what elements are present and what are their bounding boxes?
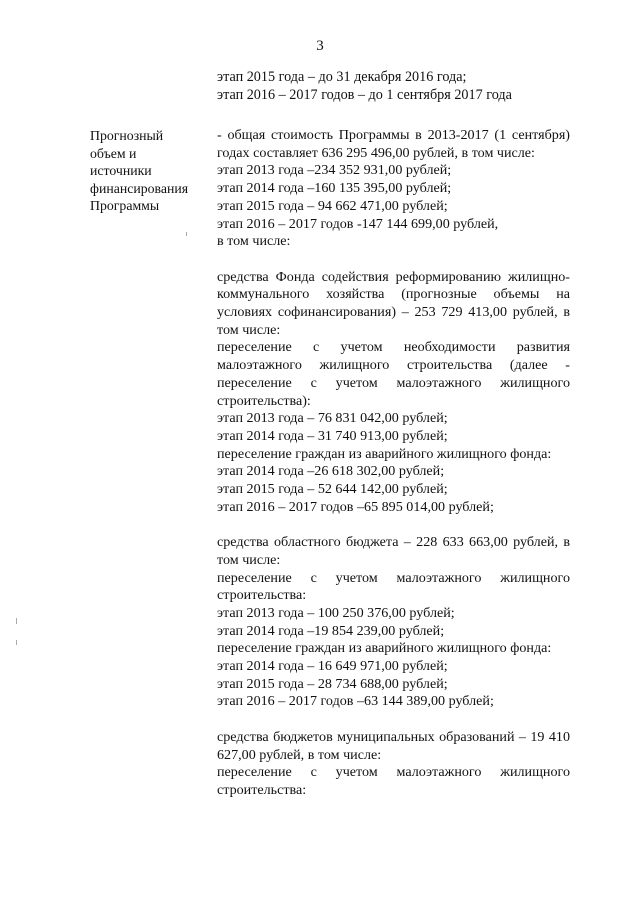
resettlement-paragraph: переселение граждан из аварийного жилищного фонда:	[217, 445, 552, 462]
municipal-budget-paragraph: средства бюджетов муниципальных образований – 19 410 627,00 рублей, в том числе:	[217, 728, 570, 763]
intro-stages	[217, 68, 577, 104]
regional-budget-block	[217, 534, 570, 711]
stage-line: в том числе:	[217, 233, 291, 250]
stage-line: этап 2013 года – 100 250 376,00 рублей;	[217, 604, 455, 621]
financing-details	[217, 127, 570, 800]
stage-line: этап 2014 года –160 135 395,00 рублей;	[217, 180, 452, 197]
resettlement-paragraph: переселение с учетом малоэтажного жилищного строительства:	[217, 569, 570, 604]
stage-line: этап 2014 года – 31 740 913,00 рублей;	[217, 427, 448, 444]
intro-line: этап 2016 – 2017 годов – до 1 сентября 2017 года	[217, 87, 512, 103]
resettlement-paragraph: переселение с учетом необходимости развития малоэтажного жилищного строительства (далее - переселение с учетом малоэтажного жилищного строительства):	[217, 339, 570, 409]
stage-line: этап 2014 года – 16 649 971,00 рублей;	[217, 658, 448, 675]
stage-line: этап 2015 года – 94 662 471,00 рублей;	[217, 197, 448, 214]
stage-line: этап 2013 года –234 352 931,00 рублей;	[217, 162, 452, 179]
stage-line: этап 2015 года – 28 734 688,00 рублей;	[217, 675, 448, 692]
resettlement-paragraph: переселение граждан из аварийного жилищного фонда:	[217, 640, 552, 657]
regional-budget-paragraph: средства областного бюджета – 228 633 663,00 рублей, в том числе:	[217, 534, 570, 568]
label-line: Программы	[90, 198, 160, 213]
page-number: 3	[316, 38, 324, 54]
label-line: Прогнозный	[90, 128, 164, 143]
stage-line: этап 2014 года –26 618 302,00 рублей;	[217, 463, 445, 480]
municipal-budget-block	[217, 729, 570, 800]
label-line: источники	[90, 163, 152, 178]
resettlement-paragraph: переселение с учетом малоэтажного жилищного строительства:	[217, 764, 570, 798]
stage-line: этап 2016 – 2017 годов –65 895 014,00 рублей;	[217, 498, 494, 515]
scan-artifact	[16, 618, 17, 624]
scan-artifact	[16, 640, 17, 645]
financing-label	[90, 127, 208, 215]
stage-line: этап 2016 – 2017 годов -147 144 699,00 рублей,	[217, 215, 499, 232]
scan-artifact	[186, 232, 187, 236]
stage-line: этап 2013 года – 76 831 042,00 рублей;	[217, 410, 448, 427]
intro-line: этап 2015 года – до 31 декабря 2016 года;	[217, 69, 467, 85]
stage-line: этап 2014 года –19 854 239,00 рублей;	[217, 622, 445, 639]
stage-line: этап 2016 – 2017 годов –63 144 389,00 рублей;	[217, 693, 494, 710]
label-line: объем и	[90, 145, 137, 161]
label-line: финансирования	[90, 180, 189, 196]
fund-paragraph: средства Фонда содействия реформированию жилищно-коммунального хозяйства (прогнозные объемы на условиях софинансирования) – 253 729 413,00 рублей, в том числе:	[217, 268, 570, 338]
total-cost-block	[217, 127, 570, 251]
stage-line: этап 2015 года – 52 644 142,00 рублей;	[217, 481, 448, 498]
fund-block	[217, 269, 570, 517]
total-cost-paragraph: - общая стоимость Программы в 2013-2017 (1 сентября) годах составляет 636 295 496,00 рублей, в том числе:	[217, 127, 570, 161]
